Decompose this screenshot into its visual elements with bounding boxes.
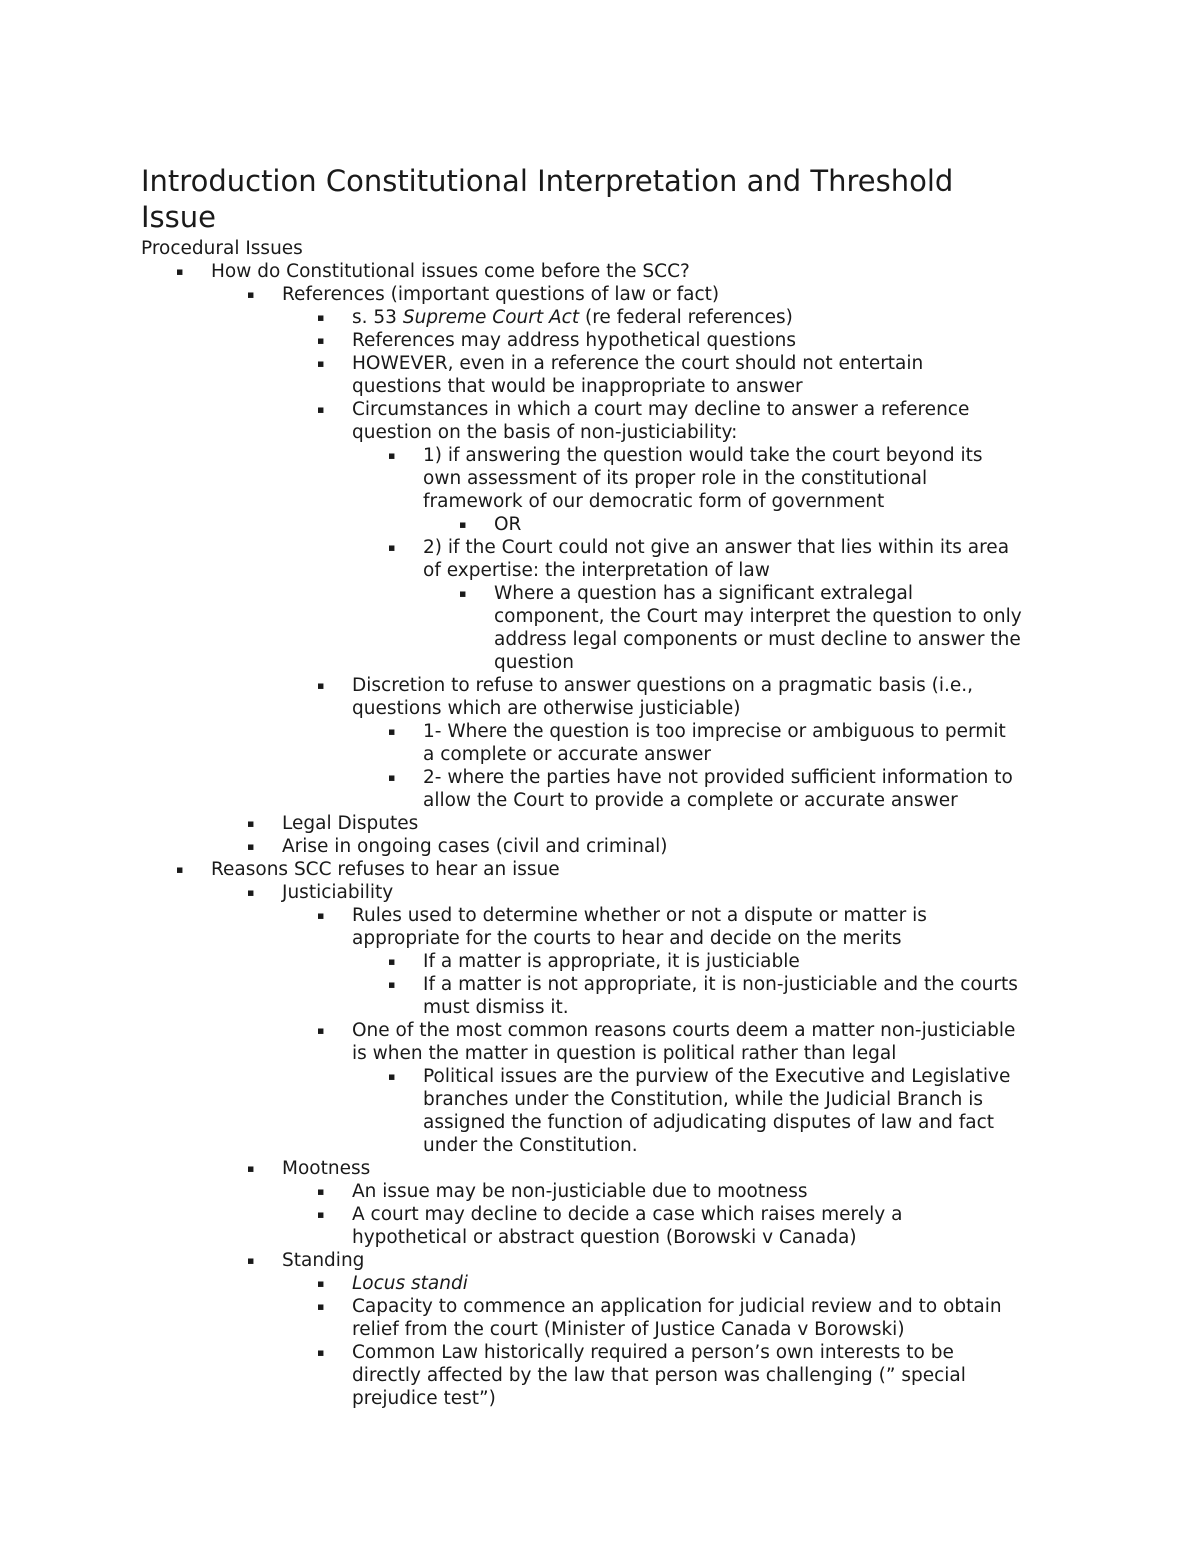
bullet-icon: ▪: [247, 288, 255, 301]
list-item-text: References (important questions of law or fact): [282, 284, 720, 305]
list-item: [0, 720, 1200, 766]
bullet-icon: ▪: [317, 334, 325, 347]
list-item: [0, 283, 1200, 306]
list-item: [0, 858, 1200, 881]
list-item: [0, 582, 1200, 674]
bullet-icon: ▪: [388, 955, 396, 968]
bullet-icon: ▪: [317, 1277, 325, 1290]
bullet-icon: ▪: [317, 679, 325, 692]
list-item-text: question: [494, 652, 574, 673]
bullet-icon: ▪: [317, 311, 325, 324]
bullet-icon: ▪: [176, 863, 184, 876]
bullet-icon: ▪: [388, 1070, 396, 1083]
bullet-icon: ▪: [388, 541, 396, 554]
list-item-text: own assessment of its proper role in the constitutional: [423, 468, 928, 489]
list-item: [0, 881, 1200, 904]
list-item: [0, 536, 1200, 582]
list-item-text: prejudice test”): [352, 1388, 496, 1409]
list-item-text: 1) if answering the question would take the court beyond its: [423, 445, 983, 466]
list-item-text: Political issues are the purview of the Executive and Legislative: [423, 1066, 1011, 1087]
list-item: [0, 904, 1200, 950]
list-item-text: 1- Where the question is too imprecise or ambiguous to permit: [423, 721, 1006, 742]
list-item-text: 2- where the parties have not provided sufficient information to: [423, 767, 1013, 788]
list-item-text: Rules used to determine whether or not a dispute or matter is: [352, 905, 927, 926]
bullet-icon: ▪: [459, 587, 467, 600]
list-item-text: Common Law historically required a person’s own interests to be: [352, 1342, 954, 1363]
list-item-text: One of the most common reasons courts deem a matter non-justiciable: [352, 1020, 1016, 1041]
bullet-icon: ▪: [247, 1162, 255, 1175]
bullet-icon: ▪: [317, 909, 325, 922]
list-item: [0, 1065, 1200, 1157]
list-item: [0, 973, 1200, 1019]
list-item: [0, 352, 1200, 398]
list-item-text: under the Constitution.: [423, 1135, 638, 1156]
list-item: [0, 1019, 1200, 1065]
bullet-icon: ▪: [317, 1208, 325, 1221]
list-item-text: An issue may be non-justiciable due to mootness: [352, 1181, 808, 1202]
list-item-text: appropriate for the courts to hear and decide on the merits: [352, 928, 902, 949]
bullet-icon: ▪: [317, 1024, 325, 1037]
title-line-1: Introduction Constitutional Interpretation and Threshold: [141, 164, 954, 198]
list-item-text: 2) if the Court could not give an answer that lies within its area: [423, 537, 1010, 558]
list-item-text: must dismiss it.: [423, 997, 569, 1018]
list-item-text: Circumstances in which a court may decline to answer a reference: [352, 399, 970, 420]
bullet-icon: ▪: [247, 886, 255, 899]
list-item: [0, 766, 1200, 812]
bullet-icon: ▪: [247, 817, 255, 830]
list-item-text: Discretion to refuse to answer questions on a pragmatic basis (i.e.,: [352, 675, 973, 696]
list-item-text: s. 53 Supreme Court Act (re federal references): [352, 307, 793, 328]
list-item: [0, 674, 1200, 720]
list-item-text: questions which are otherwise justiciable): [352, 698, 741, 719]
bullet-icon: ▪: [388, 978, 396, 991]
list-item: [0, 1180, 1200, 1203]
title-line-2: Issue: [141, 200, 216, 234]
document-title: [141, 163, 1081, 235]
bullet-icon: ▪: [317, 403, 325, 416]
list-item-text: If a matter is not appropriate, it is non-justiciable and the courts: [423, 974, 1018, 995]
list-item-text: component, the Court may interpret the question to only: [494, 606, 1022, 627]
list-item-text: questions that would be inappropriate to answer: [352, 376, 803, 397]
list-item-text: [352, 1272, 1200, 1295]
bullet-icon: ▪: [317, 1300, 325, 1313]
list-item: [0, 329, 1200, 352]
list-item-text: A court may decline to decide a case which raises merely a: [352, 1204, 903, 1225]
bullet-icon: ▪: [317, 357, 325, 370]
list-item: [0, 950, 1200, 973]
list-item-text: relief from the court (Minister of Justice Canada v Borowski): [352, 1319, 905, 1340]
list-item: [0, 1203, 1200, 1249]
italic-title: Supreme Court Act: [402, 307, 580, 328]
list-item: [0, 1341, 1200, 1410]
list-item-text: assigned the function of adjudicating disputes of law and fact: [423, 1112, 995, 1133]
list-item-text: Standing: [282, 1250, 365, 1271]
list-item-text: Justiciability: [282, 882, 394, 903]
list-item-text: branches under the Constitution, while the Judicial Branch is: [423, 1089, 983, 1110]
list-item-text: hypothetical or abstract question (Borowski v Canada): [352, 1227, 857, 1248]
list-item: [0, 1157, 1200, 1180]
bullet-icon: ▪: [388, 771, 396, 784]
list-item-text: Capacity to commence an application for judicial review and to obtain: [352, 1296, 1002, 1317]
list-item-text: is when the matter in question is political rather than legal: [352, 1043, 897, 1064]
list-item: [0, 1295, 1200, 1341]
bullet-icon: ▪: [459, 518, 467, 531]
list-item: [0, 1272, 1200, 1295]
list-item-text: of expertise: the interpretation of law: [423, 560, 770, 581]
list-item-text: If a matter is appropriate, it is justiciable: [423, 951, 800, 972]
list-item: [0, 306, 1200, 329]
list-item-text: Reasons SCC refuses to hear an issue: [211, 859, 560, 880]
list-item-text: Mootness: [282, 1158, 371, 1179]
list-item-text: How do Constitutional issues come before the SCC?: [211, 261, 690, 282]
italic-title: Locus standi: [352, 1273, 468, 1294]
section-heading: Procedural Issues: [141, 238, 303, 259]
bullet-icon: ▪: [388, 449, 396, 462]
list-item-text: HOWEVER, even in a reference the court should not entertain: [352, 353, 924, 374]
bullet-icon: ▪: [317, 1185, 325, 1198]
list-item-text: a complete or accurate answer: [423, 744, 711, 765]
bullet-icon: ▪: [247, 840, 255, 853]
list-item-text: framework of our democratic form of government: [423, 491, 885, 512]
list-item: [0, 444, 1200, 513]
bullet-icon: ▪: [388, 725, 396, 738]
list-item: [0, 1249, 1200, 1272]
list-item-text: OR: [494, 514, 522, 535]
bullet-outline: [0, 260, 1200, 1410]
bullet-icon: ▪: [176, 265, 184, 278]
bullet-icon: ▪: [247, 1254, 255, 1267]
list-item-text: directly affected by the law that person was challenging (” special: [352, 1365, 966, 1386]
list-item: [0, 398, 1200, 444]
list-item-text: Arise in ongoing cases (civil and criminal): [282, 836, 668, 857]
list-item: [0, 260, 1200, 283]
list-item: [0, 513, 1200, 536]
list-item-text: question on the basis of non-justiciability:: [352, 422, 738, 443]
list-item-text: address legal components or must decline to answer the: [494, 629, 1021, 650]
bullet-icon: ▪: [317, 1346, 325, 1359]
list-item-text: References may address hypothetical questions: [352, 330, 797, 351]
list-item: [0, 835, 1200, 858]
list-item-text: Where a question has a significant extralegal: [494, 583, 914, 604]
list-item: [0, 812, 1200, 835]
list-item-text: allow the Court to provide a complete or accurate answer: [423, 790, 958, 811]
list-item-text: Legal Disputes: [282, 813, 419, 834]
